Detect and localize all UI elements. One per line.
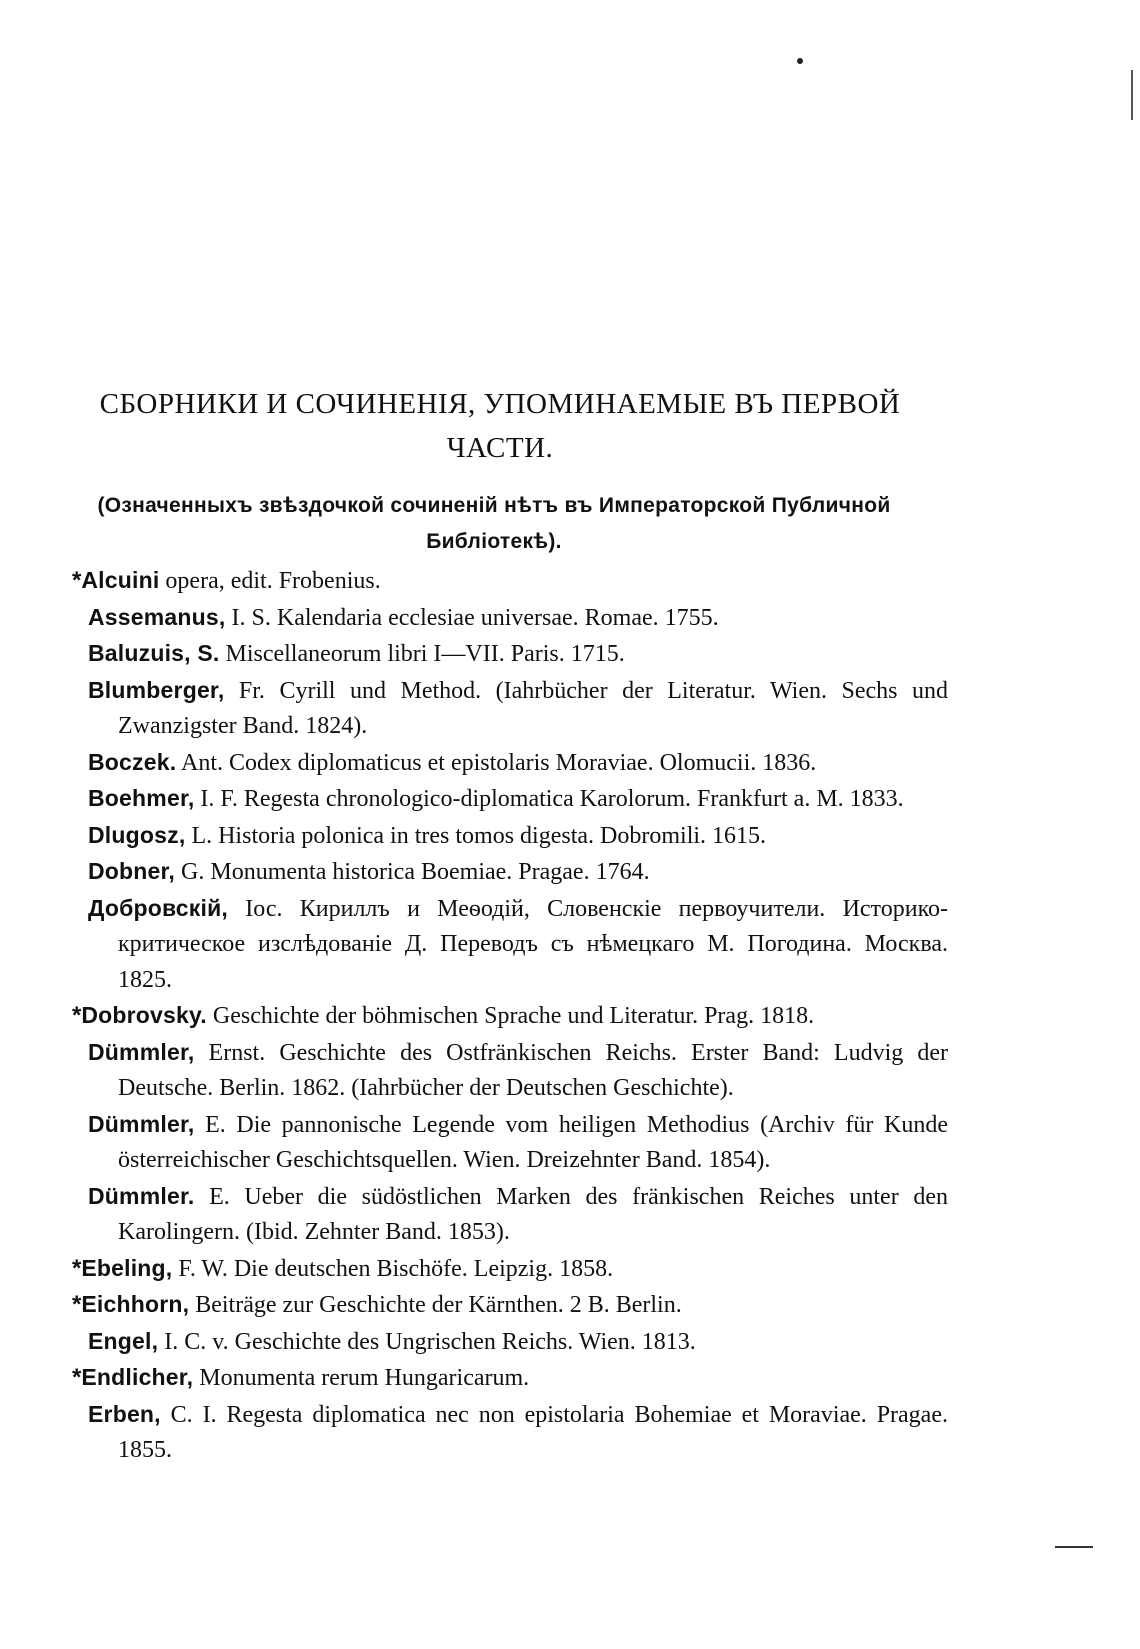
list-item	[48, 854, 948, 891]
entry-text: I. S. Kalendaria ecclesiae universae. Romae. 1755.	[225, 604, 719, 631]
entry-author: Erben,	[88, 1400, 161, 1427]
entry-author: Assemanus,	[88, 603, 226, 630]
list-item	[48, 891, 948, 999]
list-item	[48, 563, 948, 600]
entry-author: Endlicher,	[81, 1364, 194, 1390]
list-item	[48, 1397, 948, 1469]
entry-author: Boczek.	[88, 748, 177, 775]
asterisk-mark: *	[72, 1364, 82, 1391]
asterisk-mark: *	[72, 567, 82, 594]
entry-author: Dümmler.	[88, 1182, 195, 1209]
list-item	[48, 600, 948, 637]
list-item	[48, 1251, 948, 1288]
asterisk-mark: *	[72, 1291, 82, 1318]
entry-text: Fr. Cyrill und Method. (Iahrbücher der Literatur. Wien. Sechs und Zwanzigster Band. 1824).	[118, 677, 948, 739]
entry-text: I. F. Regesta chronologico-diplomatica Karolorum. Frankfurt a. M. 1833.	[194, 786, 904, 812]
list-item	[48, 1324, 948, 1361]
entry-text: Ernst. Geschichte des Ostfränkischen Reichs. Erster Band: Ludvig der Deutsche. Berlin. 1862. (Iahrbücher der Deutschen Geschichte).	[118, 1039, 948, 1101]
entry-text: Іос. Кириллъ и Меѳодій, Словенскіе первоучители. Историко-критическое изслѣдованіе Д. Переводъ съ нѣмецкаго М. Погодина. Москва. 1825.	[118, 895, 948, 993]
entry-author: Engel,	[88, 1327, 159, 1354]
list-item	[48, 818, 948, 855]
entry-author: Baluzuis, S.	[88, 640, 220, 666]
entry-text: Ant. Codex diplomaticus et epistolaris Moraviae. Olomucii. 1836.	[176, 749, 817, 776]
entry-author: Eichhorn,	[81, 1291, 190, 1317]
asterisk-mark: *	[72, 1002, 82, 1029]
entry-author: Dümmler,	[88, 1038, 195, 1065]
entry-text: I. C. v. Geschichte des Ungrischen Reichs. Wien. 1813.	[158, 1328, 696, 1355]
list-item	[48, 1107, 948, 1179]
list-item	[48, 1360, 948, 1397]
entry-author: Dümmler,	[88, 1110, 195, 1137]
list-item	[48, 745, 948, 782]
stray-dot-mark	[797, 58, 803, 64]
entry-text: Monumenta rerum Hungaricarum.	[193, 1365, 530, 1391]
entry-author: Ebeling,	[81, 1254, 173, 1281]
footer-dash-rule	[1055, 1546, 1093, 1548]
entry-author: Dobner,	[88, 858, 176, 884]
entry-text: E. Ueber die südöstlichen Marken des fränkischen Reiches unter den Karolingern. (Ibid. Zehnter Band. 1853).	[118, 1183, 948, 1245]
entry-author: Добровскій,	[88, 894, 229, 921]
list-item	[48, 998, 948, 1035]
entry-text: G. Monumenta historica Boemiae. Pragae. 1764.	[175, 859, 650, 885]
entry-text: Geschichte der böhmischen Sprache und Literatur. Prag. 1818.	[206, 1003, 815, 1029]
margin-edge-rule	[1131, 70, 1133, 120]
entry-text: Miscellaneorum libri I—VII. Paris. 1715.	[219, 641, 625, 667]
entry-text: L. Historia polonica in tres tomos digesta. Dobromili. 1615.	[185, 822, 767, 849]
list-item	[48, 1179, 948, 1251]
entry-author: Boehmer,	[88, 785, 195, 811]
entry-text: F. W. Die deutschen Bischöfe. Leipzig. 1858.	[172, 1255, 614, 1282]
entry-author: Blumberger,	[88, 676, 225, 703]
bibliography-list	[48, 563, 948, 1469]
entry-author: Alcuini	[81, 567, 160, 593]
asterisk-mark: *	[72, 1254, 82, 1282]
list-item	[48, 636, 948, 673]
list-item	[48, 1287, 948, 1324]
entry-author: Dlugosz,	[88, 821, 186, 848]
page-heading: СБОРНИКИ И СОЧИНЕНІЯ, УПОМИНАЕМЫЕ ВЪ ПЕРВОЙ ЧАСТИ.	[99, 388, 901, 464]
entry-text: Beiträge zur Geschichte der Kärnthen. 2 B. Berlin.	[189, 1292, 682, 1318]
entry-text: C. I. Regesta diplomatica nec non epistolaria Bohemiae et Moraviae. Pragae. 1855.	[118, 1401, 948, 1463]
list-item	[48, 781, 948, 818]
asterisk-note: (Означенныхъ звѣздочкой сочиненій нѣтъ въ Императорской Публичной Библіотекѣ).	[97, 494, 891, 553]
entry-text: opera, edit. Frobenius.	[159, 568, 381, 594]
list-item	[48, 673, 948, 745]
entry-text: E. Die pannonische Legende vom heiligen Methodius (Archiv für Kunde österreichischer Geschichtsquellen. Wien. Dreizehnter Band. 1854).	[118, 1111, 948, 1173]
list-item	[48, 1035, 948, 1107]
entry-author: Dobrovsky.	[81, 1002, 207, 1028]
